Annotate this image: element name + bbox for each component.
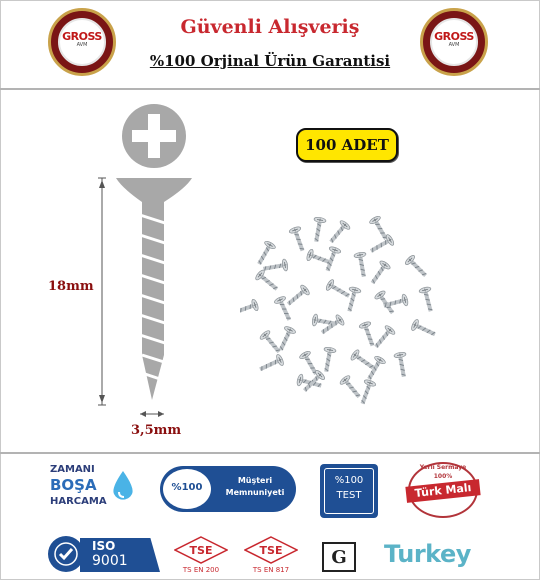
test-line2: TEST	[336, 490, 362, 501]
tse-label: TSE	[189, 544, 213, 557]
turk-top-text: Yerli Sermaye	[419, 464, 467, 471]
tse-en-817-badge	[244, 536, 298, 578]
logo-text: GROSS	[434, 30, 474, 43]
zamani-line3: HARCAMA	[50, 496, 107, 507]
length-label: 18mm	[48, 279, 94, 294]
gross-logo-left	[48, 8, 116, 76]
width-label: 3,5mm	[131, 423, 182, 438]
satisfaction-line2: Memnuniyeti	[225, 488, 285, 497]
test-badge	[320, 464, 378, 518]
footer-badges	[0, 452, 540, 582]
screw-pile-photo	[240, 205, 440, 405]
logo-text: GROSS	[62, 30, 102, 43]
iso-9001-badge	[48, 536, 160, 574]
turk-main-text: Türk Malı	[414, 481, 472, 500]
zamani-bosa-harcama-badge	[50, 464, 140, 519]
header-subtitle: %100 Orjinal Ürün Garantisi	[149, 52, 391, 70]
tse-std1: TS EN 200	[182, 566, 220, 574]
tse-std2: TS EN 817	[252, 566, 290, 574]
turkey-text: Turkey	[384, 540, 471, 568]
logo-subtext: AVM	[76, 42, 88, 48]
iso-line2: 9001	[92, 553, 128, 569]
test-line1: %100	[334, 475, 364, 486]
header-banner	[0, 0, 540, 90]
gross-logo-right	[420, 8, 488, 76]
header-title: Güvenli Alışveriş	[180, 16, 360, 38]
zamani-line2: BOŞA	[50, 476, 97, 494]
satisfaction-percent: %100	[171, 482, 203, 493]
g-mark-text: G	[331, 547, 347, 568]
iso-line1: ISO	[92, 539, 116, 553]
quantity-badge: 100 ADET	[296, 128, 398, 162]
water-drop-icon	[110, 470, 136, 504]
satisfaction-line1: Müşteri	[237, 476, 273, 485]
turk-mali-badge	[400, 458, 486, 522]
customer-satisfaction-badge	[160, 466, 296, 514]
checkmark-icon	[54, 542, 78, 566]
tse-en-200-badge	[174, 536, 228, 578]
turkey-badge	[384, 540, 494, 574]
g-mark-badge	[322, 542, 356, 572]
logo-subtext: AVM	[448, 42, 460, 48]
turk-pct-text: 100%	[433, 473, 453, 480]
screw-diagram	[90, 100, 210, 430]
tse-label: TSE	[259, 544, 283, 557]
zamani-line1: ZAMANI	[50, 464, 95, 475]
